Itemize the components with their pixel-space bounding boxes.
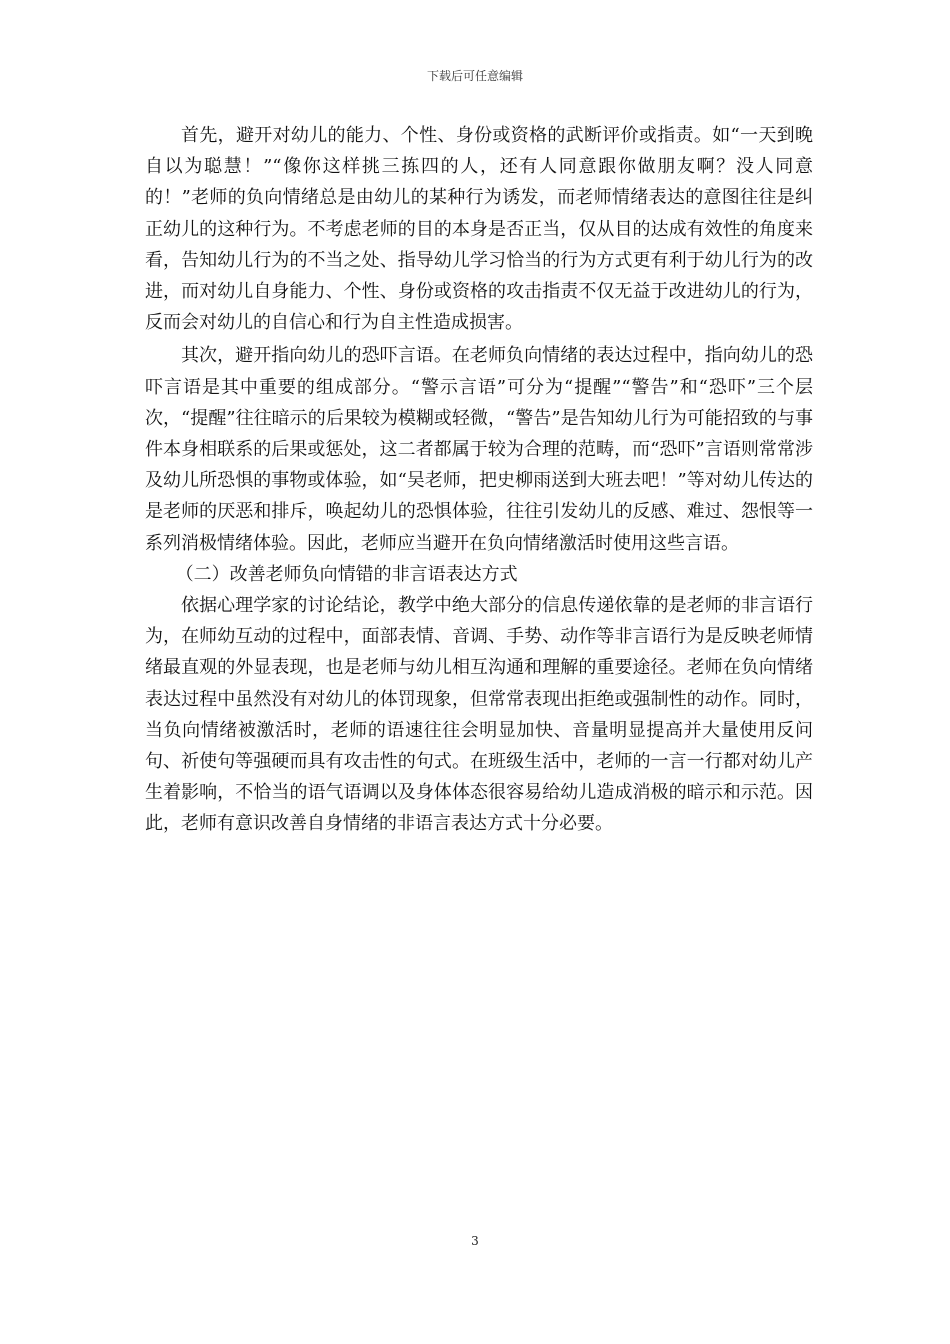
paragraph-first: 首先，避开对幼儿的能力、个性、身份或资格的武断评价或指责。如“一天到晚自以为聪慧！”“像你这样挑三拣四的人，还有人同意跟你做朋友啊？没人同意的！”老师的负向情绪总是由幼儿的某种行为诱发，而老师情绪表达的意图往往是纠正幼儿的这种行为。不考虑老师的目的本身是否正当，仅从目的达成有效性的角度来看，告知幼儿行为的不当之处、指导幼儿学习恰当的行为方式更有利于幼儿行为的改进，而对幼儿自身能力、个性、身份或资格的攻击指责不仅无益于改进幼儿的行为，反而会对幼儿的自信心和行为自主性造成损害。 (145, 125, 813, 334)
paragraph-third: 依据心理学家的讨论结论，教学中绝大部分的信息传递依靠的是老师的非言语行为，在师幼互动的过程中，面部表情、音调、手势、动作等非言语行为是反映老师情绪最直观的外显表现，也是老师与幼儿相互沟通和理解的重要途径。老师在负向情绪表达过程中虽然没有对幼儿的体罚现象，但常常表现出拒绝或强制性的动作。同时，当负向情绪被激活时，老师的语速往往会明显加快、音量明显提高并大量使用反问句、祈使句等强硬而具有攻击性的句式。在班级生活中，老师的一言一行都对幼儿产生着影响，不恰当的语气语调以及身体体态很容易给幼儿造成消极的暗示和示范。因此，老师有意识改善自身情绪的非语言表达方式十分必要。 (145, 595, 813, 835)
paragraph-second: 其次，避开指向幼儿的恐吓言语。在老师负向情绪的表达过程中，指向幼儿的恐吓言语是其中重要的组成部分。“警示言语”可分为“提醒”“警告”和“恐吓”三个层次，“提醒”往往暗示的后果较为模糊或轻微，“警告”是告知幼儿行为可能招致的与事件本身相联系的后果或惩处，这二者都属于较为合理的范畴，而“恐吓”言语则常常涉及幼儿所恐惧的事物或体验，如“吴老师，把史柳雨送到大班去吧！”等对幼儿传达的是老师的厌恶和排斥，唤起幼儿的恐惧体验，往往引发幼儿的反感、难过、怨恨等一系列消极情绪体验。因此，老师应当避开在负向情绪激活时使用这些言语。 (145, 345, 813, 554)
page-number: 3 (471, 1234, 479, 1248)
document-body (145, 120, 813, 840)
page-header: 下载后可任意编辑 (426, 69, 523, 83)
section-subheading: （二）改善老师负向情错的非言语表达方式 (175, 563, 518, 585)
